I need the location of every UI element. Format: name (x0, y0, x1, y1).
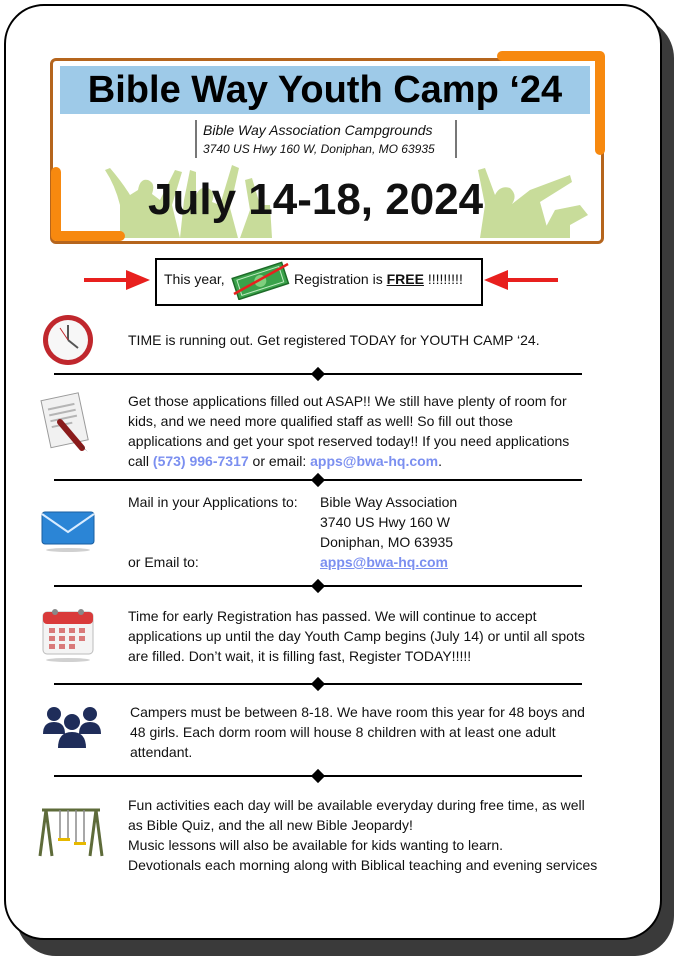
free-word: FREE (386, 271, 424, 287)
address-right-bar (455, 120, 457, 158)
clock-icon (40, 312, 96, 368)
registration-statement (294, 271, 463, 287)
email-label: or email: (248, 453, 311, 469)
applications-line-2: kids, and we need more qualified staff as well! So fill out those (128, 413, 513, 429)
page-title: Bible Way Youth Camp ‘24 (87, 69, 563, 111)
early-line-3: are filled. Don’t wait, it is filling fast, Register TODAY!!!!! (128, 648, 472, 664)
envelope-icon (40, 508, 98, 554)
arrow-right-icon (80, 268, 152, 292)
mail-label: Mail in your Applications to: (128, 494, 298, 510)
campers-line-2: 48 girls. Each dorm room will house 8 children with at least one adult (130, 724, 556, 740)
registration-prefix: This year, (164, 271, 225, 287)
applications-line-4 (128, 451, 618, 471)
activities-line-3: Music lessons will also be available for kids wanting to learn. (128, 837, 504, 853)
mail-email-link[interactable]: apps@bwa-hq.com (320, 554, 448, 570)
registration-label: Registration is (294, 271, 383, 287)
people-icon (42, 704, 102, 752)
activities-line-2: as Bible Quiz, and the all new Bible Jeopardy! (128, 817, 413, 833)
mail-street: 3740 US Hwy 160 W (320, 514, 450, 530)
venue-address: 3740 US Hwy 160 W, Doniphan, MO 63935 (203, 142, 435, 156)
swing-set-icon (38, 806, 104, 858)
venue-name: Bible Way Association Campgrounds (203, 122, 433, 138)
email-link[interactable]: apps@bwa-hq.com (310, 453, 439, 469)
early-line-1: Time for early Registration has passed. We will continue to accept (128, 608, 537, 624)
applications-paragraph (128, 391, 618, 471)
mail-city: Doniphan, MO 63935 (320, 534, 454, 550)
period: . (438, 453, 443, 469)
applications-line-1: Get those applications filled out ASAP!! We still have plenty of room for (128, 393, 567, 409)
call-label: call (128, 453, 153, 469)
registration-exclaims: !!!!!!!!! (423, 271, 463, 287)
activities-line-4: Devotionals each morning along with Biblical teaching and evening services (128, 857, 598, 873)
activities-paragraph (128, 795, 628, 875)
campers-line-1: Campers must be between 8-18. We have room this year for 48 boys and (130, 704, 585, 720)
time-text: TIME is running out. Get registered TODAY for YOUTH CAMP ‘24. (128, 332, 540, 348)
camp-date: July 14-18, 2024 (148, 175, 484, 224)
arrow-left-icon (482, 268, 562, 292)
applications-line-3: applications and get your spot reserved today!! If you need applications (128, 433, 570, 449)
document-pen-icon (36, 390, 98, 454)
phone-link[interactable]: (573) 996-7317 (152, 453, 249, 469)
campers-line-3: attendant. (130, 744, 193, 760)
email-to-label: or Email to: (128, 554, 199, 570)
address-left-bar (195, 120, 197, 158)
campers-paragraph (130, 702, 620, 762)
activities-line-1: Fun activities each day will be available everyday during free time, as well (128, 797, 585, 813)
calendar-icon (40, 604, 98, 664)
mail-org: Bible Way Association (320, 494, 458, 510)
early-line-2: applications up until the day Youth Camp begins (July 14) or until all spots (128, 628, 585, 644)
money-icon (228, 260, 292, 300)
early-registration-paragraph (128, 606, 618, 666)
